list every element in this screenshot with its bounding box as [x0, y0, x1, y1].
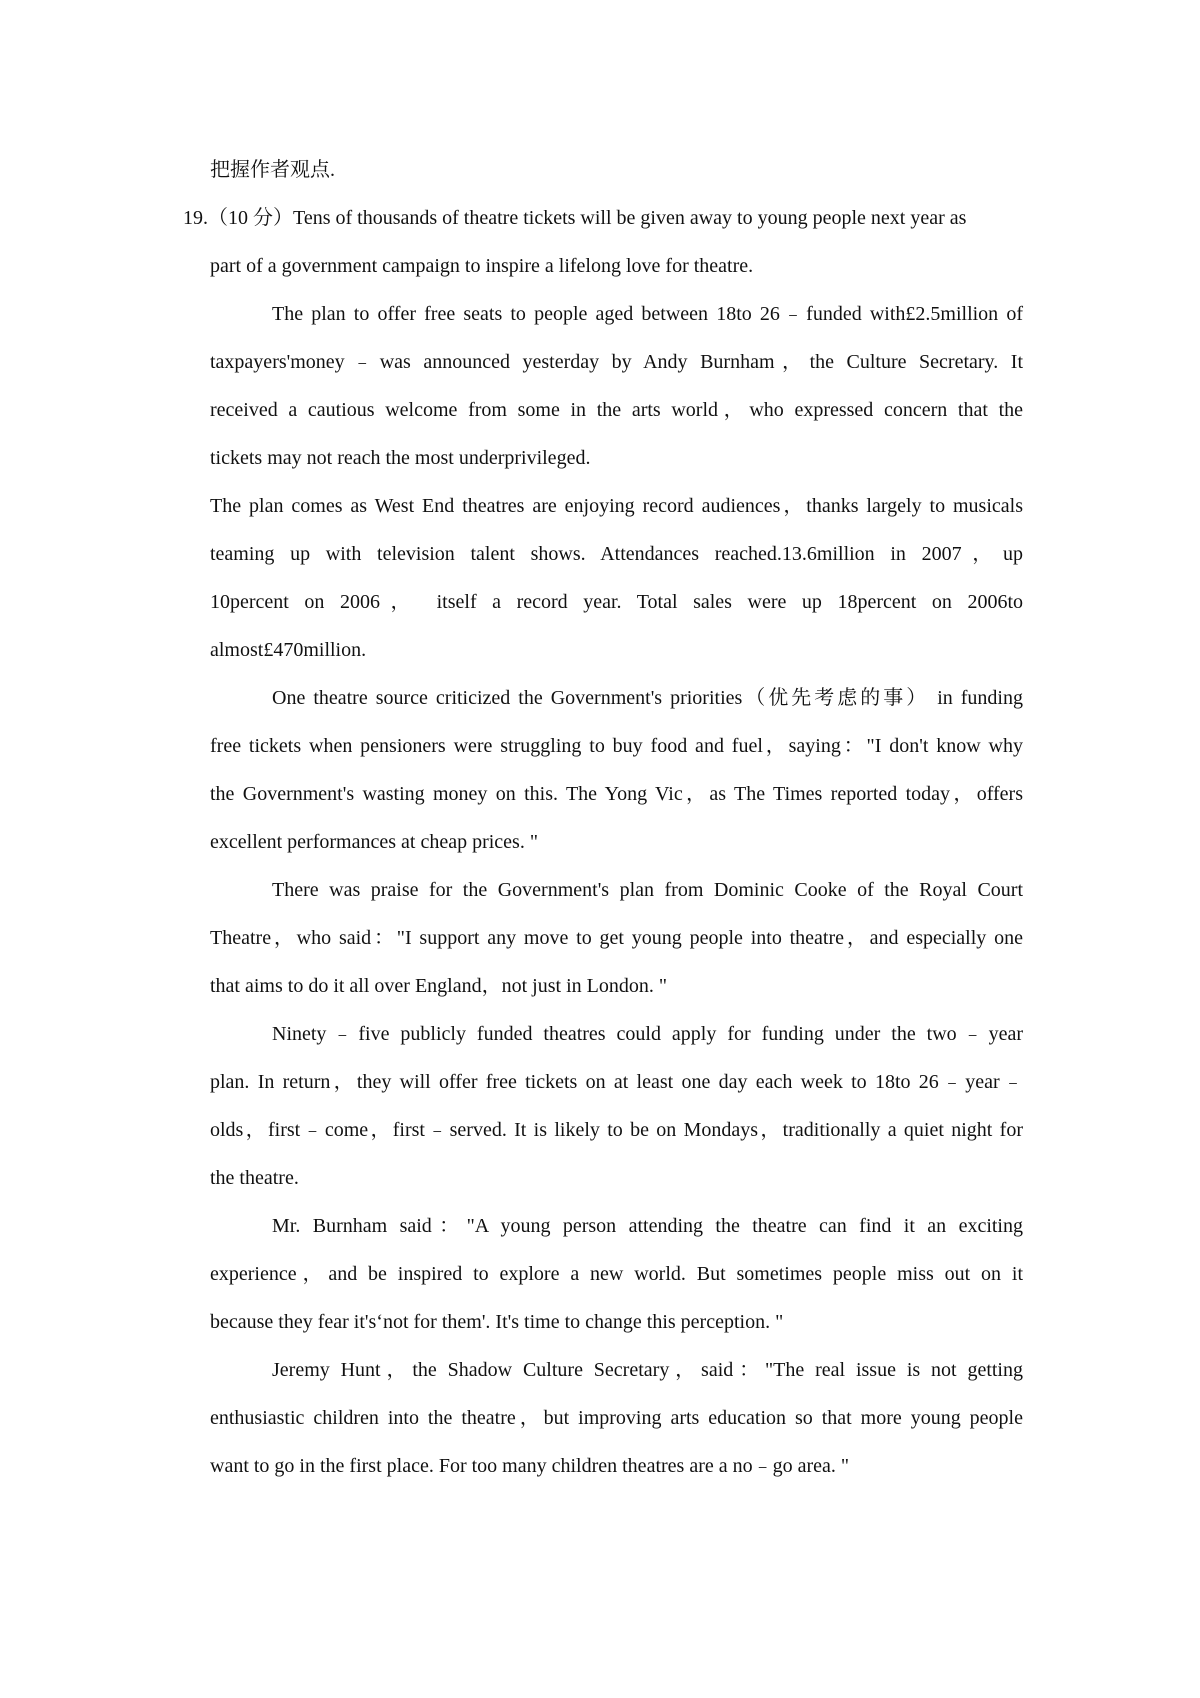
paragraph-line: teaming up with television talent shows. Attendances reached.13.6million in 2007，up: [210, 543, 1023, 565]
question-number: 19.: [183, 207, 208, 229]
paragraph-line: Jeremy Hunt，the Shadow Culture Secretary，said："The real issue is not getting: [272, 1359, 1023, 1381]
question-text-line: part of a government campaign to inspire a lifelong love for theatre.: [210, 255, 754, 277]
question-19-first-line: [183, 204, 1022, 232]
paragraph-line: Ninety﹣five publicly funded theatres could apply for funding under the two﹣year: [272, 1023, 1023, 1045]
paragraph-line: almost£470million.: [210, 639, 367, 661]
paragraph-line: that aims to do it all over England，not just in London. ": [210, 975, 668, 997]
paragraph-line: plan. In return，they will offer free tickets on at least one day each week to 18to 26﹣year﹣: [210, 1071, 1023, 1093]
paragraph-line: Mr. Burnham said："A young person attending the theatre can find it an exciting: [272, 1215, 1023, 1237]
paragraph-line: the theatre.: [210, 1167, 299, 1189]
paragraph-line: taxpayers'money﹣was announced yesterday by Andy Burnham，the Culture Secretary. It: [210, 351, 1023, 373]
paragraph-line: received a cautious welcome from some in the arts world，who expressed concern that the: [210, 399, 1023, 421]
paragraph-line: 10percent on 2006， itself a record year. Total sales were up 18percent on 2006to: [210, 591, 1023, 613]
paragraph-line: Theatre，who said："I support any move to get young people into theatre，and especially one: [210, 927, 1023, 949]
paragraph-line: The plan comes as West End theatres are enjoying record audiences，thanks largely to musicals: [210, 495, 1023, 517]
paragraph-line: enthusiastic children into the theatre，but improving arts education so that more young people: [210, 1407, 1023, 1429]
top-fragment: 把握作者观点.: [210, 159, 335, 181]
paragraph-line: olds，first﹣come，first﹣served. It is likely to be on Mondays，traditionally a quiet night for: [210, 1119, 1023, 1141]
paragraph-line: free tickets when pensioners were struggling to buy food and fuel，saying："I don't know why: [210, 735, 1023, 757]
paragraph-line: One theatre source criticized the Government's priorities（优先考虑的事） in funding: [272, 687, 1023, 709]
paragraph-line: excellent performances at cheap prices. ": [210, 831, 538, 853]
question-score: （10 分）: [208, 207, 293, 229]
paragraph-line: The plan to offer free seats to people aged between 18to 26﹣funded with£2.5million of: [272, 303, 1023, 325]
question-text-line: Tens of thousands of theatre tickets will be given away to young people next year as: [293, 207, 967, 229]
paragraph-line: the Government's wasting money on this. The Yong Vic，as The Times reported today，offers: [210, 783, 1023, 805]
paragraph-line: tickets may not reach the most underprivileged.: [210, 447, 591, 469]
paragraph-line: want to go in the first place. For too many children theatres are a no﹣go area. ": [210, 1455, 850, 1477]
paragraph-line: There was praise for the Government's plan from Dominic Cooke of the Royal Court: [272, 879, 1023, 901]
paragraph-line: experience，and be inspired to explore a new world. But sometimes people miss out on it: [210, 1263, 1023, 1285]
paragraph-line: because they fear it's‘not for them'. It's time to change this perception. ": [210, 1311, 784, 1333]
